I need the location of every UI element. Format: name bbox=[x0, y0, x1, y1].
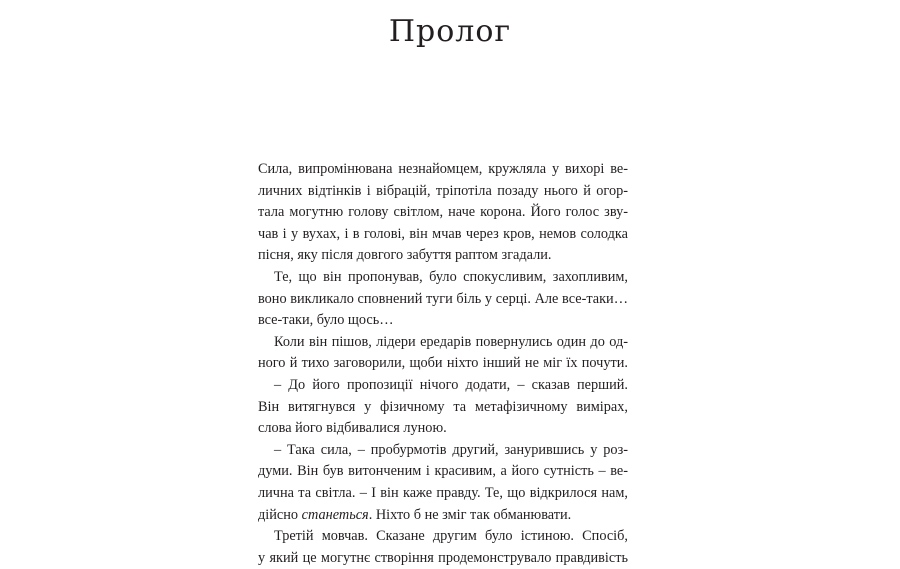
text-fragment: дійсно bbox=[258, 506, 302, 523]
text-line: думи. Він був витонченим і красивим, а його сутність – ве- bbox=[258, 463, 628, 480]
body-text bbox=[258, 159, 628, 569]
emphasized-word: станеться bbox=[301, 506, 369, 523]
text-line: пісня, яку після довгого забуття раптом згадали. bbox=[258, 247, 552, 264]
text-line bbox=[258, 505, 628, 527]
text-line: Те, що він пропонував, було спокусливим, захопливим, bbox=[274, 268, 628, 285]
text-line: все-таки, було щось… bbox=[258, 312, 394, 329]
text-line: ного й тихо заговорили, щоби ніхто інший не міг їх почути. bbox=[258, 355, 628, 372]
text-line: Він витягнувся у фізичному та метафізичному вимірах, bbox=[258, 398, 628, 415]
text-line: слова його відбивалися луною. bbox=[258, 420, 447, 437]
text-line: – Така сила, – пробурмотів другий, занурившись у роз- bbox=[274, 441, 628, 458]
text-line: у який це могутнє створіння продемонструвало правдивість bbox=[258, 549, 628, 566]
text-line: воно викликало сповнений туги біль у серці. Але все-таки… bbox=[258, 290, 628, 307]
text-line: Сила, випромінювана незнайомцем, кружляла у вихорі ве- bbox=[258, 161, 628, 177]
text-fragment: . Ніхто б не зміг так обманювати. bbox=[368, 506, 572, 523]
text-line: – До його пропозиції нічого додати, – сказав перший. bbox=[274, 376, 628, 393]
text-line: лична та світла. – І він каже правду. Те, що відкрилося нам, bbox=[258, 484, 628, 501]
text-line: Коли він пішов, лідери ередарів повернулись один до од- bbox=[274, 333, 628, 350]
chapter-title: Пролог bbox=[388, 14, 512, 49]
text-line: тала могутню голову світлом, наче корона. Його голос зву- bbox=[258, 204, 628, 221]
text-line: чав і у вухах, і в голові, він мчав через кров, немов солодка bbox=[258, 225, 628, 242]
text-line: Третій мовчав. Сказане другим було істиною. Спосіб, bbox=[274, 528, 628, 545]
text-line: личних відтінків і вібрацій, тріпотіла позаду нього й огор- bbox=[258, 182, 628, 199]
